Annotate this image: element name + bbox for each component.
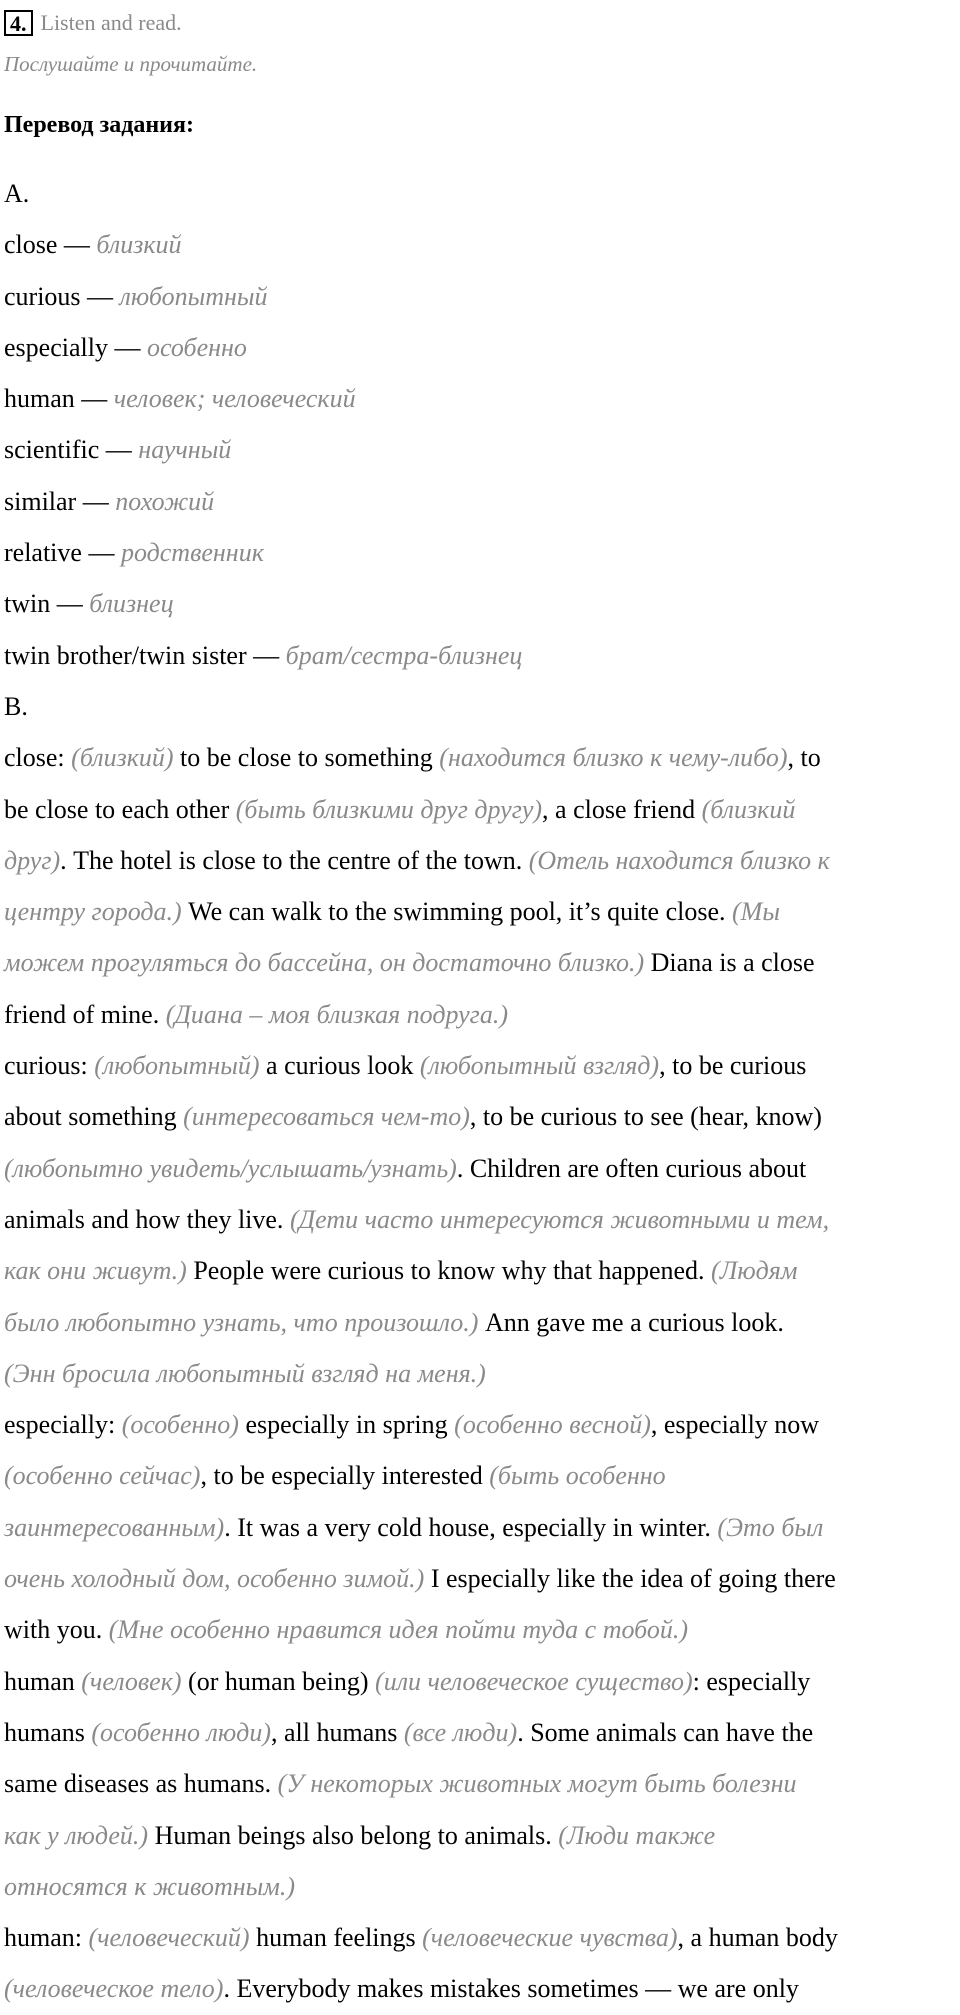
translation-text: любопытный: [119, 281, 268, 311]
english-text: close —: [4, 230, 97, 260]
english-text: with you.: [4, 1615, 109, 1645]
english-text: , to: [787, 743, 821, 773]
translation-text: (любопытный взгляд): [419, 1051, 660, 1081]
text-line: [4, 219, 956, 270]
english-text: . The hotel is close to the centre of the town.: [60, 845, 529, 875]
translation-text: (находится близко к чему-либо): [439, 743, 788, 773]
exercise-number: 4.: [4, 10, 33, 36]
text-line: [4, 989, 956, 1040]
text-line: [4, 1604, 956, 1655]
english-text: A.: [4, 179, 30, 208]
english-text: twin brother/twin sister —: [4, 640, 286, 670]
english-text: Human beings also belong to animals.: [148, 1820, 559, 1850]
text-line: [4, 630, 956, 681]
english-text: , a close friend: [542, 794, 702, 824]
translation-text: (интересоваться чем-то): [183, 1102, 470, 1132]
translation-text: заинтересованным): [4, 1512, 225, 1542]
english-text: , a human body: [677, 1923, 838, 1953]
translation-text: (особенно): [121, 1410, 239, 1440]
english-text: . Everybody makes mistakes sometimes — we are only: [223, 1974, 799, 2004]
translation-text: можем прогуляться до бассейна, он достаточно близко.): [4, 948, 645, 978]
english-text: , to be curious to see (hear, know): [469, 1102, 822, 1132]
english-text: similar —: [4, 486, 116, 516]
translation-text: (Мы: [732, 897, 780, 927]
translation-text: (Диана – моя близкая подруга.): [165, 999, 508, 1029]
english-text: , to be especially interested: [200, 1461, 490, 1491]
text-line: [4, 937, 956, 988]
text-line: [4, 271, 956, 322]
translation-text: (особенно люди): [91, 1717, 271, 1747]
vocabulary-body: [4, 168, 956, 2015]
translation-text: было любопытно узнать, что произошло.): [4, 1307, 479, 1337]
english-text: close:: [4, 743, 72, 773]
text-line: [4, 1348, 956, 1399]
text-line: [4, 1553, 956, 1604]
text-line: [4, 578, 956, 629]
text-line: [4, 1758, 956, 1809]
exercise-instruction: Listen and read.: [40, 10, 182, 35]
text-line: [4, 1399, 956, 1450]
text-line: [4, 784, 956, 835]
english-text: B.: [4, 691, 28, 721]
translation-text: очень холодный дом, особенно зимой.): [4, 1564, 425, 1594]
translation-text: близкий: [96, 230, 182, 260]
english-text: People were curious to know why that happened.: [186, 1256, 712, 1286]
text-line: [4, 732, 956, 783]
translation-text: (Люди также: [558, 1820, 716, 1850]
text-line: [4, 168, 956, 219]
translation-text: (быть особенно: [489, 1461, 666, 1491]
english-text: human feelings: [249, 1923, 423, 1953]
text-line: [4, 1810, 956, 1861]
translation-text: человек; человеческий: [113, 384, 356, 414]
english-text: especially:: [4, 1410, 122, 1440]
english-text: I especially like the idea of going there: [424, 1564, 836, 1594]
translation-text: (близкий): [71, 743, 174, 773]
english-text: same diseases as humans.: [4, 1769, 278, 1799]
english-text: , all humans: [271, 1717, 404, 1747]
text-line: [4, 1861, 956, 1912]
translation-text: (человеческое тело): [4, 1974, 224, 2004]
translation-text: (все люди): [403, 1717, 518, 1747]
english-text: about something: [4, 1102, 184, 1132]
english-text: . Some animals can have the: [517, 1717, 814, 1747]
text-line: [4, 1194, 956, 1245]
translation-text: близнец: [89, 589, 174, 619]
text-line: [4, 1091, 956, 1142]
english-text: human:: [4, 1923, 89, 1953]
text-line: [4, 681, 956, 732]
english-text: (or human being): [181, 1666, 376, 1696]
translation-text: друг): [4, 845, 61, 875]
english-text: animals and how they live.: [4, 1204, 290, 1234]
english-text: , to be curious: [659, 1051, 807, 1081]
english-text: a curious look: [259, 1051, 420, 1081]
text-line: [4, 373, 956, 424]
english-text: We can walk to the swimming pool, it’s quite close.: [181, 897, 732, 927]
english-text: humans: [4, 1717, 92, 1747]
translation-text: (любопытный): [94, 1051, 260, 1081]
translation-text: (человеческий): [88, 1923, 250, 1953]
exercise-instruction-translation: Послушайте и прочитайте.: [4, 52, 258, 76]
text-line: [4, 476, 956, 527]
section-title: Перевод задания:: [4, 112, 194, 138]
text-line: [4, 886, 956, 937]
translation-text: (Отель находится близко к: [528, 845, 830, 875]
translation-text: центру города.): [4, 897, 182, 927]
english-text: , especially now: [650, 1410, 820, 1440]
translation-text: (человек): [81, 1666, 182, 1696]
text-line: [4, 1143, 956, 1194]
english-text: human —: [4, 384, 114, 414]
english-text: especially —: [4, 332, 147, 362]
translation-text: (Мне особенно нравится идея пойти туда с тобой.): [108, 1615, 689, 1645]
translation-text: (Энн бросила любопытный взгляд на меня.): [4, 1358, 486, 1388]
text-line: [4, 1912, 956, 1963]
translation-text: (Людям: [711, 1256, 798, 1286]
exercise-header: [4, 6, 182, 40]
translation-text: похожий: [115, 486, 215, 516]
translation-text: как у людей.): [4, 1820, 149, 1850]
text-line: [4, 1040, 956, 1091]
english-text: Ann gave me a curious look.: [478, 1307, 784, 1337]
translation-text: (У некоторых животных могут быть болезни: [277, 1769, 797, 1799]
english-text: scientific —: [4, 435, 139, 465]
text-line: [4, 1502, 956, 1553]
english-text: to be close to something: [173, 743, 440, 773]
text-line: [4, 1963, 956, 2014]
english-text: relative —: [4, 538, 121, 568]
translation-text: (особенно сейчас): [4, 1461, 201, 1491]
english-text: curious —: [4, 281, 120, 311]
text-line: [4, 1656, 956, 1707]
text-line: [4, 1450, 956, 1501]
translation-text: (Дети часто интересуются животными и тем,: [289, 1204, 830, 1234]
text-line: [4, 1707, 956, 1758]
translation-text: (или человеческое существо): [375, 1666, 693, 1696]
english-text: . It was a very cold house, especially in winter.: [224, 1512, 718, 1542]
english-text: be close to each other: [4, 794, 236, 824]
english-text: . Children are often curious about: [456, 1153, 807, 1183]
english-text: twin —: [4, 589, 90, 619]
translation-text: брат/сестра-близнец: [285, 640, 523, 670]
translation-text: как они живут.): [4, 1256, 187, 1286]
translation-text: особенно: [146, 332, 247, 362]
translation-text: (близкий: [701, 794, 796, 824]
translation-text: родственник: [120, 538, 264, 568]
text-line: [4, 527, 956, 578]
translation-text: (Это был: [717, 1512, 824, 1542]
english-text: human: [4, 1666, 82, 1696]
text-line: [4, 424, 956, 475]
english-text: friend of mine.: [4, 999, 166, 1029]
english-text: Diana is a close: [644, 948, 815, 978]
translation-text: (любопытно увидеть/услышать/узнать): [4, 1153, 457, 1183]
english-text: : especially: [692, 1666, 811, 1696]
translation-text: (человеческие чувства): [422, 1923, 678, 1953]
english-text: especially in spring: [238, 1410, 455, 1440]
text-line: [4, 322, 956, 373]
text-line: [4, 1245, 956, 1296]
text-line: [4, 835, 956, 886]
text-line: [4, 1297, 956, 1348]
translation-text: (особенно весной): [454, 1410, 651, 1440]
translation-text: научный: [138, 435, 232, 465]
english-text: curious:: [4, 1051, 95, 1081]
translation-text: относятся к животным.): [4, 1871, 296, 1901]
translation-text: (быть близкими друг другу): [235, 794, 543, 824]
